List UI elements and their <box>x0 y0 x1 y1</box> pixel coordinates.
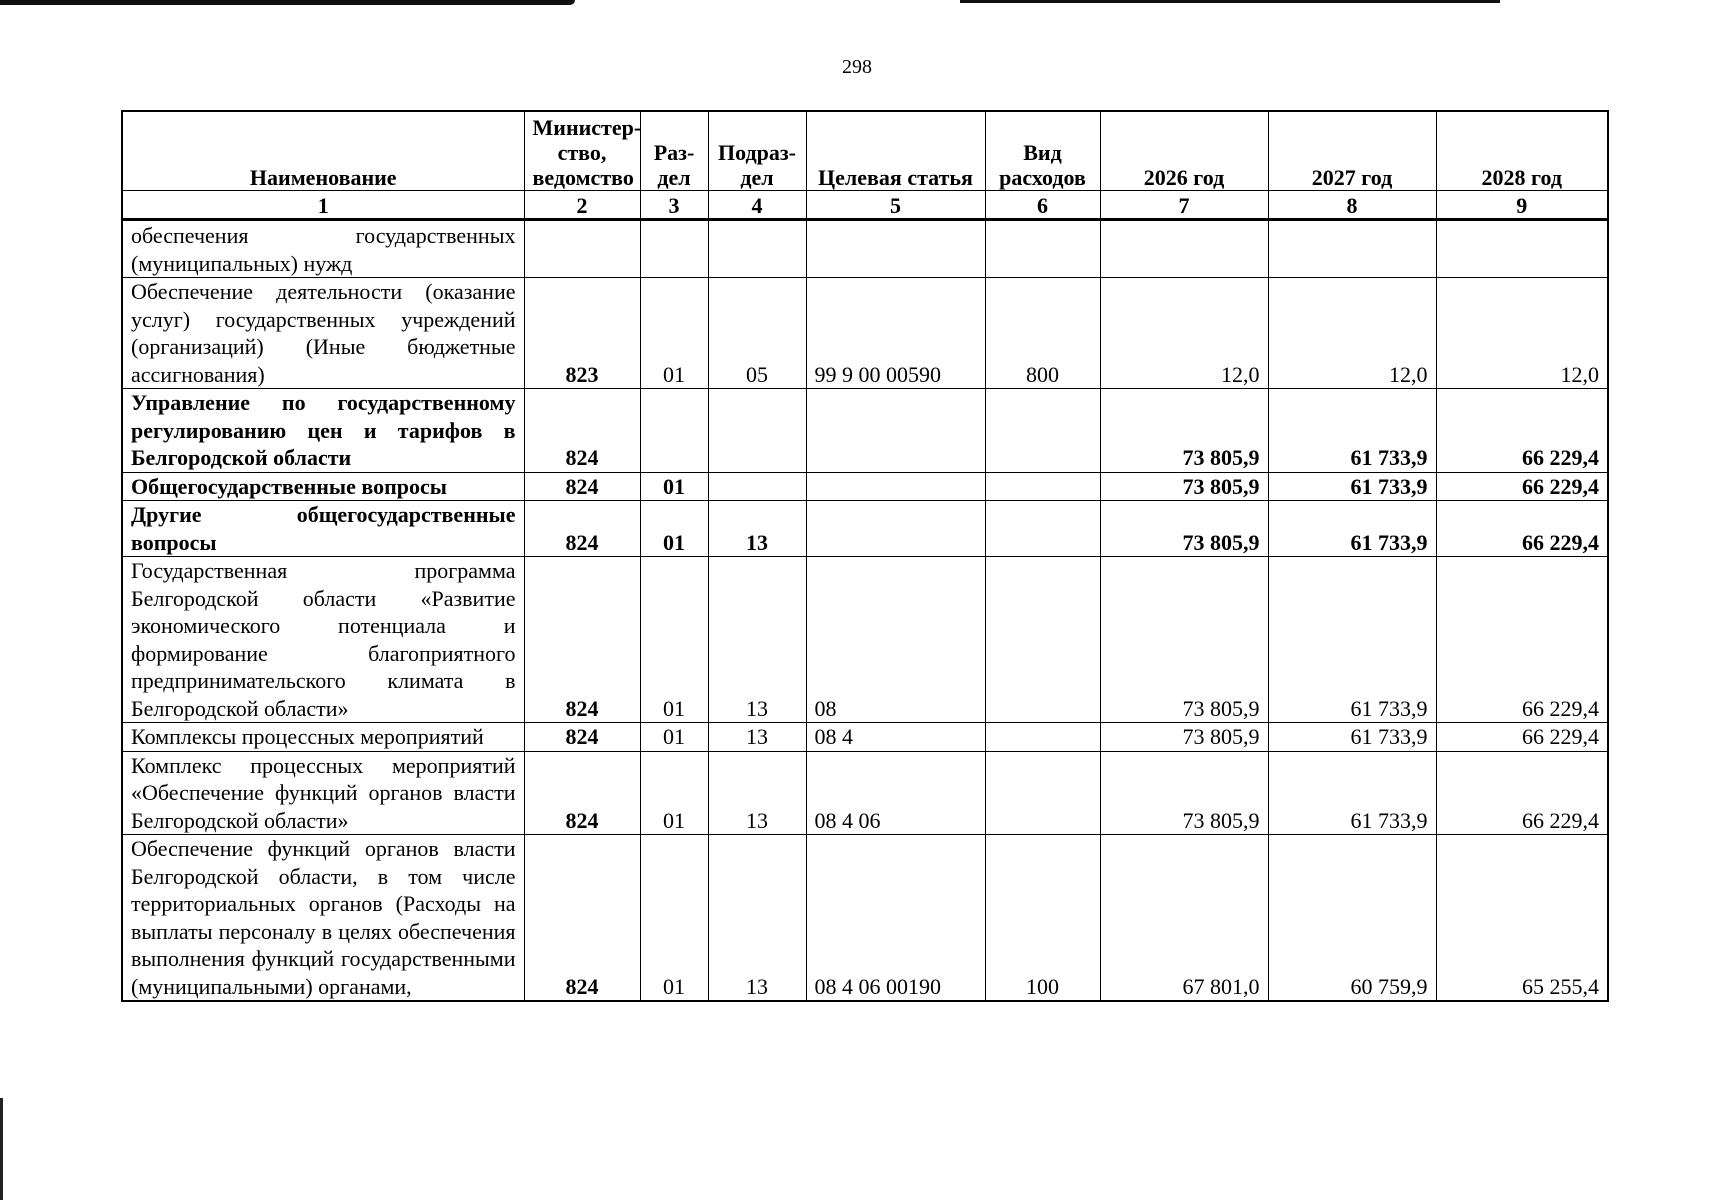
row-name: Общегосударственные вопросы <box>122 472 524 501</box>
row-expense-type: 800 <box>985 278 1100 389</box>
row-target-article: 08 <box>806 557 985 723</box>
row-name: Обеспечение деятельности (оказание услуг) государственных учреждений (организаций) (Иные бюджетные ассигнования) <box>122 278 524 389</box>
row-name: обеспечения государственных (муниципальных) нужд <box>122 220 524 278</box>
table-row <box>122 389 1608 473</box>
row-ministry: 823 <box>524 278 640 389</box>
row-name: Государственная программа Белгородской области «Развитие экономического потенциала и формирование благоприятного предпринимательского климата в Белгородской области» <box>122 557 524 723</box>
row-ministry: 824 <box>524 835 640 1002</box>
row-subsection: 05 <box>708 278 806 389</box>
scan-edge-mark <box>960 0 1500 3</box>
row-2027: 61 733,9 <box>1268 389 1436 473</box>
scan-edge-mark <box>0 1098 3 1200</box>
header-name: Наименование <box>122 111 524 191</box>
row-2027: 61 733,9 <box>1268 557 1436 723</box>
row-subsection: 13 <box>708 835 806 1002</box>
table-row <box>122 751 1608 835</box>
row-name: Комплексы процессных мероприятий <box>122 723 524 752</box>
header-subsection: Подраз-дел <box>708 111 806 191</box>
row-2027: 61 733,9 <box>1268 751 1436 835</box>
row-2026: 73 805,9 <box>1100 557 1268 723</box>
row-expense-type <box>985 472 1100 501</box>
row-name: Управление по государственному регулированию цен и тарифов в Белгородской области <box>122 389 524 473</box>
row-2026: 73 805,9 <box>1100 472 1268 501</box>
table-row <box>122 220 1608 278</box>
row-target-article: 08 4 06 <box>806 751 985 835</box>
row-2028: 66 229,4 <box>1436 751 1608 835</box>
row-expense-type: 100 <box>985 835 1100 1002</box>
row-ministry: 824 <box>524 472 640 501</box>
row-target-article: 08 4 06 00190 <box>806 835 985 1002</box>
row-target-article: 99 9 00 00590 <box>806 278 985 389</box>
row-section <box>640 220 708 278</box>
column-number: 3 <box>640 191 708 220</box>
row-subsection: 13 <box>708 501 806 557</box>
row-target-article <box>806 472 985 501</box>
table-row <box>122 557 1608 723</box>
row-name: Комплекс процессных мероприятий «Обеспечение функций органов власти Белгородской области» <box>122 751 524 835</box>
column-number: 8 <box>1268 191 1436 220</box>
row-subsection: 13 <box>708 557 806 723</box>
header-expense-type: Вид расходов <box>985 111 1100 191</box>
table-row <box>122 501 1608 557</box>
row-name: Другие общегосударственные вопросы <box>122 501 524 557</box>
row-2026: 73 805,9 <box>1100 389 1268 473</box>
budget-table <box>121 110 1609 1002</box>
column-number-row <box>122 191 1608 220</box>
row-2026 <box>1100 220 1268 278</box>
row-ministry: 824 <box>524 751 640 835</box>
row-2026: 73 805,9 <box>1100 501 1268 557</box>
row-2028: 65 255,4 <box>1436 835 1608 1002</box>
column-number: 5 <box>806 191 985 220</box>
row-ministry: 824 <box>524 389 640 473</box>
row-expense-type <box>985 501 1100 557</box>
row-section <box>640 389 708 473</box>
row-section: 01 <box>640 501 708 557</box>
row-expense-type <box>985 751 1100 835</box>
row-subsection <box>708 472 806 501</box>
row-2028: 66 229,4 <box>1436 723 1608 752</box>
row-subsection: 13 <box>708 751 806 835</box>
row-2028: 66 229,4 <box>1436 472 1608 501</box>
row-ministry: 824 <box>524 723 640 752</box>
header-2026: 2026 год <box>1100 111 1268 191</box>
row-2027: 12,0 <box>1268 278 1436 389</box>
column-number: 9 <box>1436 191 1608 220</box>
row-2026: 73 805,9 <box>1100 751 1268 835</box>
header-section: Раз-дел <box>640 111 708 191</box>
row-expense-type <box>985 220 1100 278</box>
row-section: 01 <box>640 835 708 1002</box>
row-target-article <box>806 389 985 473</box>
column-number: 7 <box>1100 191 1268 220</box>
row-2027: 61 733,9 <box>1268 472 1436 501</box>
row-expense-type <box>985 557 1100 723</box>
page-number: 298 <box>842 56 872 78</box>
column-number: 1 <box>122 191 524 220</box>
table-row <box>122 723 1608 752</box>
row-2027 <box>1268 220 1436 278</box>
row-2026: 12,0 <box>1100 278 1268 389</box>
header-2028: 2028 год <box>1436 111 1608 191</box>
row-ministry <box>524 220 640 278</box>
row-section: 01 <box>640 751 708 835</box>
header-ministry: Министер-ство, ведомство <box>524 111 640 191</box>
row-target-article: 08 4 <box>806 723 985 752</box>
row-2028: 66 229,4 <box>1436 501 1608 557</box>
column-number: 4 <box>708 191 806 220</box>
table-row <box>122 278 1608 389</box>
row-name: Обеспечение функций органов власти Белгородской области, в том числе территориальных органов (Расходы на выплаты персоналу в целях обеспечения выполнения функций государственными (муниципальными) органами, <box>122 835 524 1002</box>
header-2027: 2027 год <box>1268 111 1436 191</box>
column-number: 2 <box>524 191 640 220</box>
row-2026: 67 801,0 <box>1100 835 1268 1002</box>
row-2028 <box>1436 220 1608 278</box>
row-2028: 12,0 <box>1436 278 1608 389</box>
scan-edge-mark <box>0 0 575 5</box>
column-number: 6 <box>985 191 1100 220</box>
row-expense-type <box>985 723 1100 752</box>
row-target-article <box>806 220 985 278</box>
row-2027: 61 733,9 <box>1268 501 1436 557</box>
row-2026: 73 805,9 <box>1100 723 1268 752</box>
header-target-article: Целевая статья <box>806 111 985 191</box>
row-ministry: 824 <box>524 557 640 723</box>
row-2028: 66 229,4 <box>1436 557 1608 723</box>
row-section: 01 <box>640 278 708 389</box>
row-target-article <box>806 501 985 557</box>
row-section: 01 <box>640 472 708 501</box>
row-ministry: 824 <box>524 501 640 557</box>
table-row <box>122 472 1608 501</box>
row-subsection: 13 <box>708 723 806 752</box>
header-row <box>122 111 1608 191</box>
table-row <box>122 835 1608 1002</box>
row-expense-type <box>985 389 1100 473</box>
row-section: 01 <box>640 723 708 752</box>
row-section: 01 <box>640 557 708 723</box>
row-subsection <box>708 389 806 473</box>
row-subsection <box>708 220 806 278</box>
row-2028: 66 229,4 <box>1436 389 1608 473</box>
row-2027: 60 759,9 <box>1268 835 1436 1002</box>
row-2027: 61 733,9 <box>1268 723 1436 752</box>
